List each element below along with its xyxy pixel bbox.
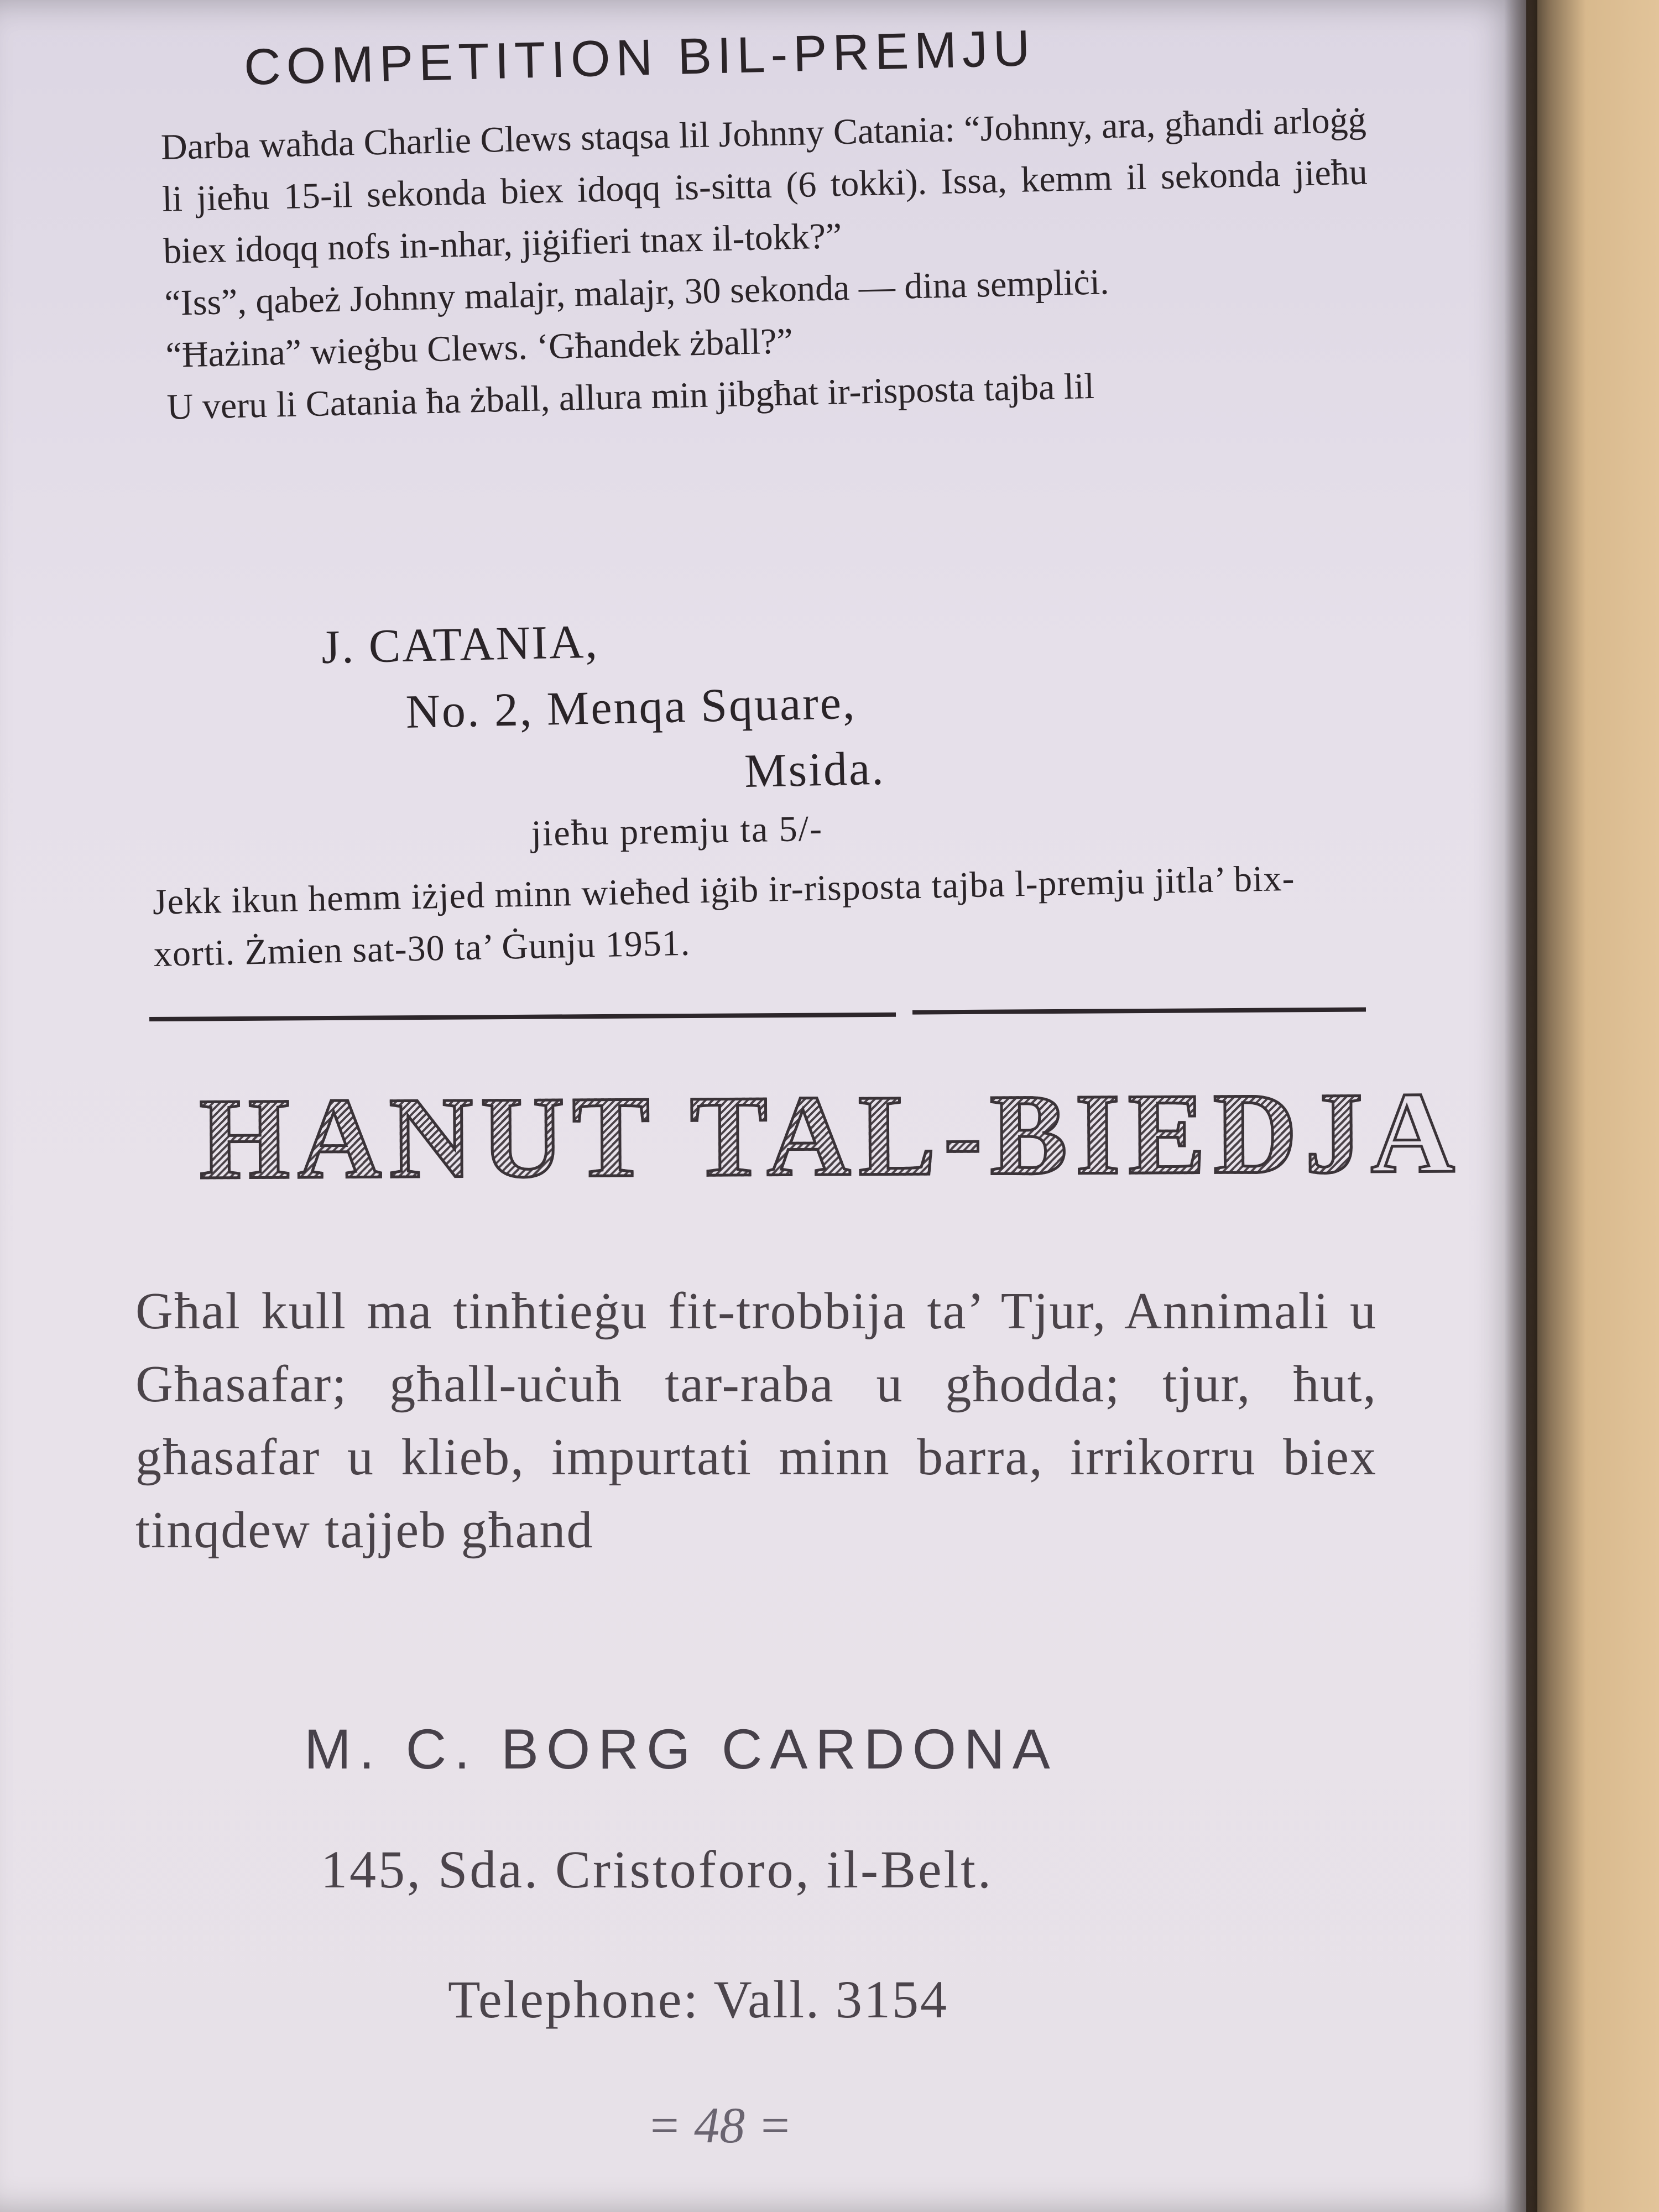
address-street: No. 2, Menqa Square,	[405, 675, 857, 738]
advert-body-text: Għal kull ma tinħtieġu fit-trobbija ta’ Tjur, Annimali u Għasafar; għall-uċuħ tar-raba u għodda; tjur, ħut, għasafar u klieb, impurtati minn barra, irrikorru biex tinqdew tajjeb għand	[135, 1282, 1377, 1559]
table-background	[1526, 0, 1659, 2212]
prize-line: jieħu premju ta 5/-	[531, 808, 823, 854]
competition-paragraph: U veru li Catania ħa żball, allura min jibgħat ir-risposta tajba lil	[166, 366, 1095, 427]
divider-segment	[912, 1008, 1366, 1015]
catania-address	[321, 597, 1154, 813]
advert-title: HANUT TAL-BIEDJA	[199, 1067, 1361, 1206]
competition-paragraph: “Iss”, qabeż Johnny malajr, malajr, 30 sekonda — dina sempliċi.	[164, 262, 1110, 324]
page-number: = 48 =	[647, 2097, 792, 2153]
competition-text	[160, 95, 1373, 434]
competition-closing	[152, 851, 1370, 980]
address-name: J. CATANIA,	[321, 614, 599, 674]
section-divider	[149, 1008, 1366, 1021]
advert-proprietor: M. C. BORG CARDONA	[304, 1718, 1058, 1781]
address-town: Msida.	[744, 741, 886, 798]
competition-paragraph: Darba waħda Charlie Clews staqsa lil Johnny Catania: “Johnny, ara, għandi arloġġ li jieħu 15-il sekonda biex idoqq is-sitta (6 tokki). Issa, kemm il sekonda jieħu biex idoqq nofs in-nhar, jiġifieri tnax il-tokk?”	[160, 100, 1368, 272]
advert-street: 145, Sda. Cristoforo, il-Belt.	[321, 1840, 993, 1899]
divider-segment	[149, 1013, 896, 1021]
advert-telephone: Telephone: Vall. 3154	[448, 1970, 949, 2029]
competition-paragraph: “Ħażina” wieġbu Clews. ‘Għandek żball?”	[165, 321, 794, 375]
competition-title: COMPETITION BIL-PREMJU	[243, 20, 1036, 96]
closing-text: Jekk ikun hemm iżjed minn wieħed iġib ir-risposta tajba l-premju jitla’ bix-xorti. Żmien sat-30 ta’ Ġunju 1951.	[152, 858, 1296, 974]
advert-body	[135, 1275, 1377, 1567]
page-edge-shadow	[1504, 0, 1537, 2212]
